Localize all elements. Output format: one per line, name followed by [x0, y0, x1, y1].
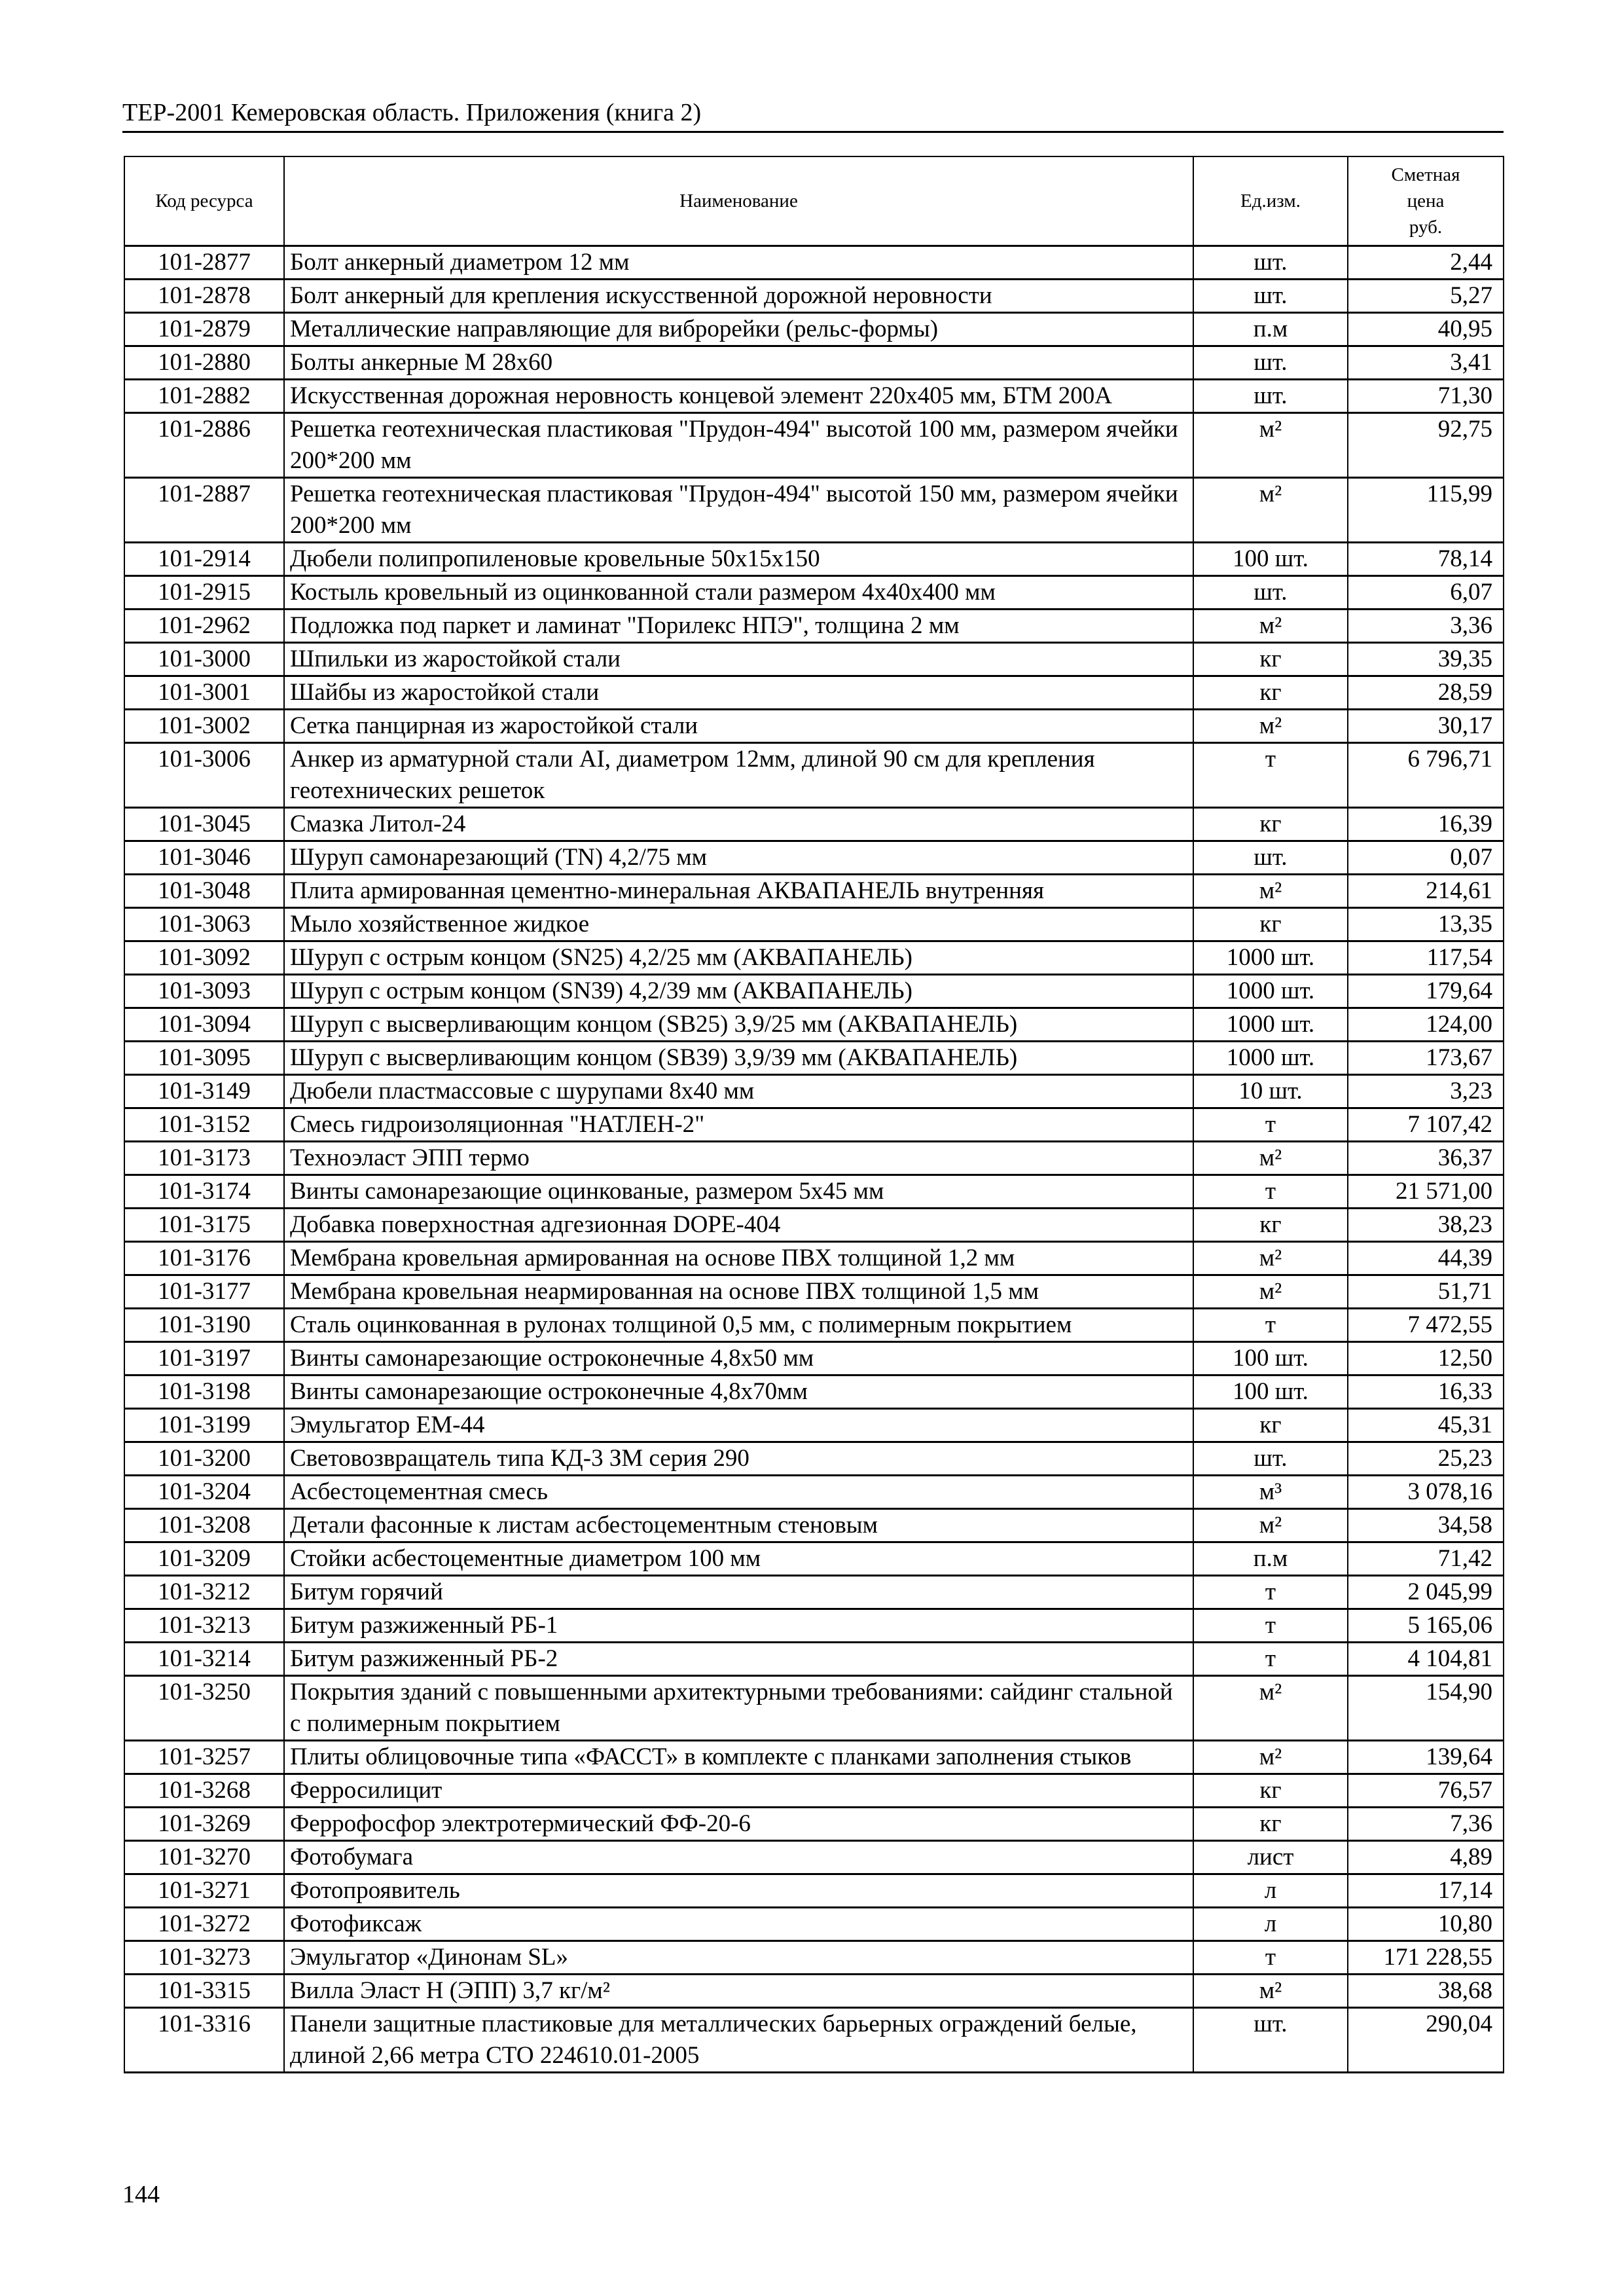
cell-code: 101-3315: [124, 1975, 284, 2008]
cell-unit: кг: [1193, 643, 1348, 676]
cell-unit: м²: [1193, 413, 1348, 478]
cell-unit: кг: [1193, 1209, 1348, 1242]
cell-price: 10,80: [1348, 1908, 1504, 1941]
cell-unit: шт.: [1193, 841, 1348, 875]
cell-price: 173,67: [1348, 1042, 1504, 1075]
cell-price: 92,75: [1348, 413, 1504, 478]
cell-name: Винты самонарезающие оцинкованые, размером 5х45 мм: [284, 1175, 1193, 1209]
cell-code: 101-3190: [124, 1309, 284, 1342]
cell-name: Болт анкерный диаметром 12 мм: [284, 246, 1193, 280]
table-row: [124, 1576, 1504, 1609]
cell-price: 21 571,00: [1348, 1175, 1504, 1209]
cell-price: 78,14: [1348, 543, 1504, 576]
cell-unit: 100 шт.: [1193, 1376, 1348, 1409]
cell-name: Винты самонарезающие остроконечные 4,8х50 мм: [284, 1342, 1193, 1376]
cell-price: 5,27: [1348, 280, 1504, 313]
cell-name: Костыль кровельный из оцинкованной стали размером 4х40х400 мм: [284, 576, 1193, 610]
cell-unit: шт.: [1193, 380, 1348, 413]
table-row: [124, 1175, 1504, 1209]
cell-price: 7,36: [1348, 1808, 1504, 1841]
cell-name: Асбестоцементная смесь: [284, 1476, 1193, 1509]
cell-unit: кг: [1193, 908, 1348, 941]
table-row: [124, 1409, 1504, 1442]
cell-name: Ферросилицит: [284, 1774, 1193, 1808]
cell-unit: т: [1193, 1309, 1348, 1342]
cell-unit: м²: [1193, 1975, 1348, 2008]
column-header-price: [1348, 156, 1504, 246]
cell-unit: шт.: [1193, 576, 1348, 610]
cell-price: 6,07: [1348, 576, 1504, 610]
cell-name: Дюбели полипропиленовые кровельные 50х15х150: [284, 543, 1193, 576]
cell-code: 101-3316: [124, 2008, 284, 2073]
cell-name: Искусственная дорожная неровность концевой элемент 220х405 мм, БТМ 200А: [284, 380, 1193, 413]
cell-name: Детали фасонные к листам асбестоцементным стеновым: [284, 1509, 1193, 1542]
cell-name: Световозвращатель типа КД-3 ЗМ серия 290: [284, 1442, 1193, 1476]
table-row: [124, 710, 1504, 743]
price-header-line: руб.: [1409, 217, 1443, 238]
cell-price: 51,71: [1348, 1275, 1504, 1309]
cell-price: 45,31: [1348, 1409, 1504, 1442]
table-row: [124, 1376, 1504, 1409]
resource-table: [124, 156, 1504, 2073]
cell-code: 101-3199: [124, 1409, 284, 1442]
cell-unit: т: [1193, 1609, 1348, 1643]
cell-price: 16,39: [1348, 808, 1504, 841]
cell-unit: м²: [1193, 1509, 1348, 1542]
cell-price: 124,00: [1348, 1008, 1504, 1042]
cell-unit: кг: [1193, 1774, 1348, 1808]
cell-name: Шуруп с высверливающим концом (SB25) 3,9/25 мм (АКВАПАНЕЛЬ): [284, 1008, 1193, 1042]
cell-name: Сталь оцинкованная в рулонах толщиной 0,5 мм, с полимерным покрытием: [284, 1309, 1193, 1342]
table-row: [124, 1676, 1504, 1741]
cell-price: 71,42: [1348, 1542, 1504, 1576]
table-header-row: [124, 156, 1504, 246]
cell-name: Фотофиксаж: [284, 1908, 1193, 1941]
cell-unit: т: [1193, 1108, 1348, 1142]
price-header-line: цена: [1407, 191, 1445, 211]
table-row: [124, 1075, 1504, 1108]
cell-code: 101-3269: [124, 1808, 284, 1841]
cell-name: Покрытия зданий с повышенными архитектурными требованиями: сайдинг стальной с полимерным покрытием: [284, 1676, 1193, 1741]
table-row: [124, 1542, 1504, 1576]
table-row: [124, 1008, 1504, 1042]
column-header-unit: Ед.изм.: [1193, 156, 1348, 246]
cell-code: 101-2880: [124, 346, 284, 380]
cell-name: Металлические направляющие для виброрейки (рельс-формы): [284, 313, 1193, 346]
cell-name: Мембрана кровельная неармированная на основе ПВХ толщиной 1,5 мм: [284, 1275, 1193, 1309]
cell-code: 101-3001: [124, 676, 284, 710]
cell-price: 39,35: [1348, 643, 1504, 676]
header-divider: [122, 131, 1504, 133]
table-row: [124, 543, 1504, 576]
cell-code: 101-3177: [124, 1275, 284, 1309]
cell-price: 40,95: [1348, 313, 1504, 346]
cell-unit: т: [1193, 1941, 1348, 1975]
cell-price: 171 228,55: [1348, 1941, 1504, 1975]
cell-unit: шт.: [1193, 246, 1348, 280]
cell-unit: шт.: [1193, 1442, 1348, 1476]
table-row: [124, 1242, 1504, 1275]
cell-code: 101-3208: [124, 1509, 284, 1542]
cell-unit: м²: [1193, 610, 1348, 643]
table-row: [124, 1275, 1504, 1309]
cell-price: 7 107,42: [1348, 1108, 1504, 1142]
cell-name: Болты анкерные М 28х60: [284, 346, 1193, 380]
table-row: [124, 975, 1504, 1008]
cell-price: 0,07: [1348, 841, 1504, 875]
cell-code: 101-3048: [124, 875, 284, 908]
cell-code: 101-3197: [124, 1342, 284, 1376]
cell-unit: 1000 шт.: [1193, 975, 1348, 1008]
cell-name: Битум разжиженный РБ-2: [284, 1643, 1193, 1676]
cell-code: 101-3152: [124, 1108, 284, 1142]
table-row: [124, 743, 1504, 808]
cell-unit: кг: [1193, 1409, 1348, 1442]
table-row: [124, 841, 1504, 875]
cell-name: Эмульгатор «Динонам SL»: [284, 1941, 1193, 1975]
cell-name: Подложка под паркет и ламинат "Порилекс НПЭ", толщина 2 мм: [284, 610, 1193, 643]
cell-unit: м²: [1193, 875, 1348, 908]
table-row: [124, 808, 1504, 841]
table-row: [124, 1975, 1504, 2008]
cell-price: 12,50: [1348, 1342, 1504, 1376]
cell-unit: 1000 шт.: [1193, 1008, 1348, 1042]
page-number: 144: [122, 2181, 160, 2208]
cell-unit: м²: [1193, 1242, 1348, 1275]
cell-unit: т: [1193, 1576, 1348, 1609]
cell-code: 101-2887: [124, 478, 284, 543]
cell-name: Болт анкерный для крепления искусственной дорожной неровности: [284, 280, 1193, 313]
cell-price: 5 165,06: [1348, 1609, 1504, 1643]
table-row: [124, 1476, 1504, 1509]
cell-name: Фотопроявитель: [284, 1874, 1193, 1908]
cell-code: 101-3092: [124, 941, 284, 975]
cell-price: 3,23: [1348, 1075, 1504, 1108]
cell-price: 3,36: [1348, 610, 1504, 643]
column-header-name: Наименование: [284, 156, 1193, 246]
cell-name: Винты самонарезающие остроконечные 4,8х70мм: [284, 1376, 1193, 1409]
cell-code: 101-3209: [124, 1542, 284, 1576]
table-row: [124, 1108, 1504, 1142]
cell-name: Шуруп с острым концом (SN25) 4,2/25 мм (АКВАПАНЕЛЬ): [284, 941, 1193, 975]
cell-price: 115,99: [1348, 478, 1504, 543]
cell-price: 2,44: [1348, 246, 1504, 280]
cell-code: 101-2915: [124, 576, 284, 610]
table-row: [124, 313, 1504, 346]
table-row: [124, 1142, 1504, 1175]
cell-name: Битум разжиженный РБ-1: [284, 1609, 1193, 1643]
table-row: [124, 1042, 1504, 1075]
cell-unit: м²: [1193, 1676, 1348, 1741]
cell-name: Сетка панцирная из жаростойкой стали: [284, 710, 1193, 743]
table-row: [124, 643, 1504, 676]
cell-code: 101-3272: [124, 1908, 284, 1941]
cell-name: Анкер из арматурной стали AI, диаметром 12мм, длиной 90 см для крепления геотехнических решеток: [284, 743, 1193, 808]
cell-price: 4,89: [1348, 1841, 1504, 1874]
table-row: [124, 1643, 1504, 1676]
cell-unit: кг: [1193, 676, 1348, 710]
cell-price: 154,90: [1348, 1676, 1504, 1741]
cell-code: 101-3046: [124, 841, 284, 875]
cell-code: 101-3273: [124, 1941, 284, 1975]
table-row: [124, 610, 1504, 643]
cell-price: 38,23: [1348, 1209, 1504, 1242]
table-row: [124, 1774, 1504, 1808]
table-row: [124, 1808, 1504, 1841]
cell-code: 101-3175: [124, 1209, 284, 1242]
cell-code: 101-3095: [124, 1042, 284, 1075]
cell-code: 101-3176: [124, 1242, 284, 1275]
cell-name: Плиты облицовочные типа «ФАССТ» в комплекте с планками заполнения стыков: [284, 1741, 1193, 1774]
cell-unit: м²: [1193, 1142, 1348, 1175]
table-row: [124, 478, 1504, 543]
cell-unit: м³: [1193, 1476, 1348, 1509]
cell-code: 101-2877: [124, 246, 284, 280]
cell-price: 28,59: [1348, 676, 1504, 710]
cell-price: 17,14: [1348, 1874, 1504, 1908]
cell-name: Вилла Эласт Н (ЭПП) 3,7 кг/м²: [284, 1975, 1193, 2008]
cell-price: 139,64: [1348, 1741, 1504, 1774]
cell-price: 179,64: [1348, 975, 1504, 1008]
cell-code: 101-3200: [124, 1442, 284, 1476]
cell-name: Шуруп самонарезающий (TN) 4,2/75 мм: [284, 841, 1193, 875]
cell-price: 3 078,16: [1348, 1476, 1504, 1509]
cell-code: 101-2962: [124, 610, 284, 643]
cell-price: 290,04: [1348, 2008, 1504, 2073]
cell-price: 6 796,71: [1348, 743, 1504, 808]
cell-unit: п.м: [1193, 1542, 1348, 1576]
cell-code: 101-3002: [124, 710, 284, 743]
table-row: [124, 875, 1504, 908]
table-row: [124, 1908, 1504, 1941]
cell-name: Шуруп с острым концом (SN39) 4,2/39 мм (АКВАПАНЕЛЬ): [284, 975, 1193, 1008]
cell-code: 101-3257: [124, 1741, 284, 1774]
cell-name: Смесь гидроизоляционная "НАТЛЕН-2": [284, 1108, 1193, 1142]
table-row: [124, 1342, 1504, 1376]
cell-unit: м²: [1193, 1741, 1348, 1774]
table-row: [124, 576, 1504, 610]
cell-unit: 1000 шт.: [1193, 941, 1348, 975]
cell-unit: 100 шт.: [1193, 1342, 1348, 1376]
cell-price: 25,23: [1348, 1442, 1504, 1476]
table-row: [124, 380, 1504, 413]
cell-price: 4 104,81: [1348, 1643, 1504, 1676]
cell-code: 101-3204: [124, 1476, 284, 1509]
cell-unit: п.м: [1193, 313, 1348, 346]
cell-unit: шт.: [1193, 2008, 1348, 2073]
cell-unit: л: [1193, 1874, 1348, 1908]
cell-price: 36,37: [1348, 1142, 1504, 1175]
table-row: [124, 908, 1504, 941]
table-row: [124, 676, 1504, 710]
cell-name: Мембрана кровельная армированная на основе ПВХ толщиной 1,2 мм: [284, 1242, 1193, 1275]
cell-unit: т: [1193, 1643, 1348, 1676]
cell-unit: м²: [1193, 478, 1348, 543]
cell-code: 101-3045: [124, 808, 284, 841]
table-row: [124, 1509, 1504, 1542]
cell-unit: кг: [1193, 1808, 1348, 1841]
cell-name: Шуруп с высверливающим концом (SB39) 3,9/39 мм (АКВАПАНЕЛЬ): [284, 1042, 1193, 1075]
cell-code: 101-3212: [124, 1576, 284, 1609]
page-header: ТЕР-2001 Кемеровская область. Приложения (книга 2): [122, 99, 702, 126]
cell-name: Шайбы из жаростойкой стали: [284, 676, 1193, 710]
table-row: [124, 1609, 1504, 1643]
cell-name: Решетка геотехническая пластиковая "Прудон-494" высотой 150 мм, размером ячейки 200*200 мм: [284, 478, 1193, 543]
cell-price: 13,35: [1348, 908, 1504, 941]
cell-unit: 10 шт.: [1193, 1075, 1348, 1108]
cell-price: 38,68: [1348, 1975, 1504, 2008]
cell-name: Мыло хозяйственное жидкое: [284, 908, 1193, 941]
table-row: [124, 1309, 1504, 1342]
cell-price: 44,39: [1348, 1242, 1504, 1275]
cell-price: 16,33: [1348, 1376, 1504, 1409]
cell-unit: 100 шт.: [1193, 543, 1348, 576]
cell-name: Шпильки из жаростойкой стали: [284, 643, 1193, 676]
cell-price: 117,54: [1348, 941, 1504, 975]
cell-code: 101-3213: [124, 1609, 284, 1643]
table-row: [124, 1442, 1504, 1476]
cell-price: 2 045,99: [1348, 1576, 1504, 1609]
table-row: [124, 246, 1504, 280]
cell-code: 101-2886: [124, 413, 284, 478]
cell-code: 101-3149: [124, 1075, 284, 1108]
cell-unit: л: [1193, 1908, 1348, 1941]
cell-unit: 1000 шт.: [1193, 1042, 1348, 1075]
cell-name: Стойки асбестоцементные диаметром 100 мм: [284, 1542, 1193, 1576]
table-row: [124, 346, 1504, 380]
cell-code: 101-3174: [124, 1175, 284, 1209]
table-row: [124, 941, 1504, 975]
cell-unit: шт.: [1193, 280, 1348, 313]
table-row: [124, 413, 1504, 478]
cell-code: 101-2879: [124, 313, 284, 346]
cell-code: 101-2878: [124, 280, 284, 313]
table-row: [124, 1209, 1504, 1242]
cell-code: 101-3000: [124, 643, 284, 676]
cell-unit: шт.: [1193, 346, 1348, 380]
cell-name: Техноэласт ЭПП термо: [284, 1142, 1193, 1175]
cell-code: 101-3198: [124, 1376, 284, 1409]
table-row: [124, 280, 1504, 313]
cell-code: 101-3173: [124, 1142, 284, 1175]
price-header-line: Сметная: [1391, 164, 1460, 185]
cell-name: Фотобумага: [284, 1841, 1193, 1874]
cell-price: 214,61: [1348, 875, 1504, 908]
cell-code: 101-2882: [124, 380, 284, 413]
cell-name: Дюбели пластмассовые с шурупами 8х40 мм: [284, 1075, 1193, 1108]
table-row: [124, 1941, 1504, 1975]
cell-name: Решетка геотехническая пластиковая "Прудон-494" высотой 100 мм, размером ячейки 200*200 мм: [284, 413, 1193, 478]
cell-code: 101-3214: [124, 1643, 284, 1676]
cell-code: 101-3094: [124, 1008, 284, 1042]
cell-code: 101-2914: [124, 543, 284, 576]
table-row: [124, 1741, 1504, 1774]
cell-code: 101-3006: [124, 743, 284, 808]
cell-unit: лист: [1193, 1841, 1348, 1874]
cell-name: Эмульгатор ЕМ-44: [284, 1409, 1193, 1442]
cell-name: Плита армированная цементно-минеральная АКВАПАНЕЛЬ внутренняя: [284, 875, 1193, 908]
cell-name: Смазка Литол-24: [284, 808, 1193, 841]
cell-code: 101-3250: [124, 1676, 284, 1741]
cell-unit: т: [1193, 1175, 1348, 1209]
cell-unit: кг: [1193, 808, 1348, 841]
cell-unit: м²: [1193, 710, 1348, 743]
table-row: [124, 1874, 1504, 1908]
cell-price: 34,58: [1348, 1509, 1504, 1542]
cell-code: 101-3268: [124, 1774, 284, 1808]
cell-name: Битум горячий: [284, 1576, 1193, 1609]
cell-unit: м²: [1193, 1275, 1348, 1309]
cell-code: 101-3270: [124, 1841, 284, 1874]
cell-name: Добавка поверхностная адгезионная DOPE-404: [284, 1209, 1193, 1242]
cell-unit: т: [1193, 743, 1348, 808]
cell-name: Феррофосфор электротермический ФФ-20-6: [284, 1808, 1193, 1841]
cell-code: 101-3271: [124, 1874, 284, 1908]
cell-code: 101-3063: [124, 908, 284, 941]
table-row: [124, 1841, 1504, 1874]
cell-price: 71,30: [1348, 380, 1504, 413]
cell-price: 3,41: [1348, 346, 1504, 380]
table-row: [124, 2008, 1504, 2073]
cell-price: 7 472,55: [1348, 1309, 1504, 1342]
cell-code: 101-3093: [124, 975, 284, 1008]
cell-name: Панели защитные пластиковые для металлических барьерных ограждений белые, длиной 2,66 метра СТО 224610.01-2005: [284, 2008, 1193, 2073]
cell-price: 30,17: [1348, 710, 1504, 743]
column-header-code: Код ресурса: [124, 156, 284, 246]
cell-price: 76,57: [1348, 1774, 1504, 1808]
